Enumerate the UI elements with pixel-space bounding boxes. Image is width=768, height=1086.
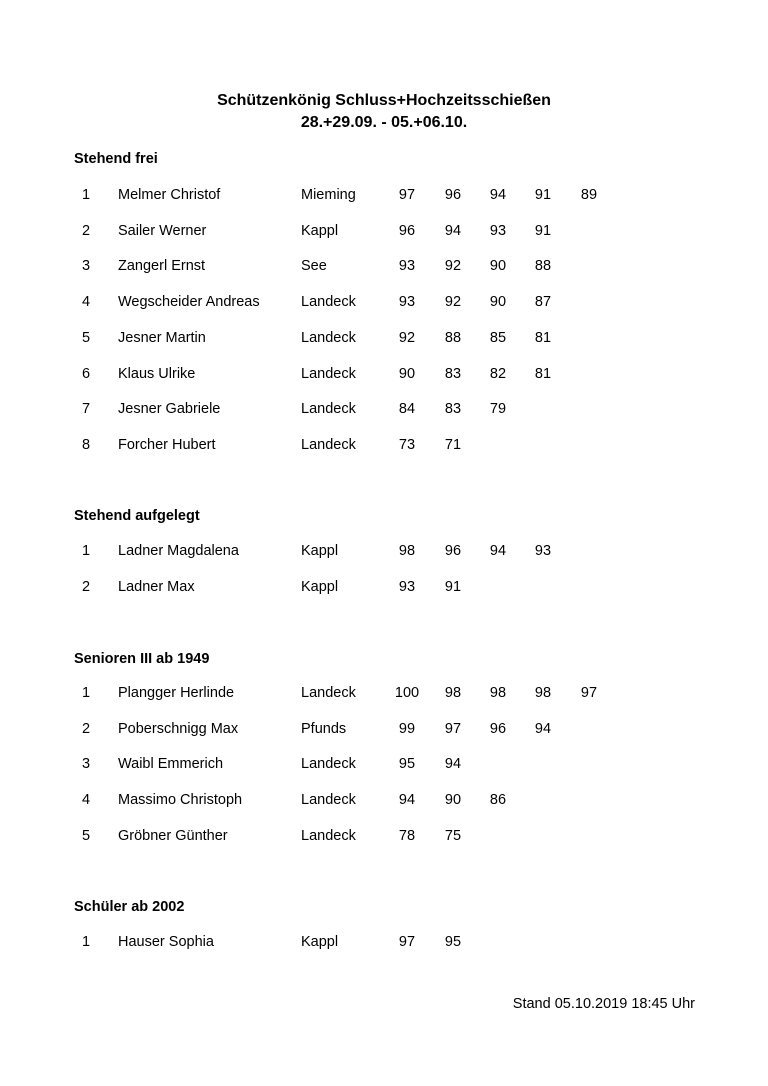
score-cell: 91 xyxy=(534,187,552,203)
result-row xyxy=(0,543,768,563)
score-cell: 93 xyxy=(489,223,507,239)
score-cell: 88 xyxy=(534,258,552,274)
name-cell: Zangerl Ernst xyxy=(118,258,206,274)
club-cell: Landeck xyxy=(301,685,356,701)
name-cell: Waibl Emmerich xyxy=(118,756,224,772)
score-cell: 90 xyxy=(444,792,462,808)
score-cell: 96 xyxy=(398,223,416,239)
rank-cell: 4 xyxy=(82,792,91,808)
name-cell: Massimo Christoph xyxy=(118,792,243,808)
score-cell: 71 xyxy=(444,437,462,453)
score-cell: 97 xyxy=(580,685,598,701)
club-cell: Pfunds xyxy=(301,721,347,737)
name-cell: Jesner Martin xyxy=(118,330,206,346)
name-cell: Poberschnigg Max xyxy=(118,721,239,737)
club-cell: Kappl xyxy=(301,543,339,559)
score-cell: 94 xyxy=(534,721,552,737)
score-cell: 75 xyxy=(444,828,462,844)
name-cell: Wegscheider Andreas xyxy=(118,294,260,310)
score-cell: 93 xyxy=(398,579,416,595)
document-title-line1: Schützenkönig Schluss+Hochzeitsschießen xyxy=(217,92,551,109)
status-timestamp: Stand 05.10.2019 18:45 Uhr xyxy=(512,996,695,1012)
section-title: Stehend frei xyxy=(74,151,158,167)
score-cell: 97 xyxy=(398,187,416,203)
result-row xyxy=(0,756,768,776)
score-cell: 83 xyxy=(444,401,462,417)
score-cell: 81 xyxy=(534,330,552,346)
score-cell: 94 xyxy=(489,187,507,203)
name-cell: Jesner Gabriele xyxy=(118,401,221,417)
score-cell: 90 xyxy=(398,366,416,382)
score-cell: 98 xyxy=(489,685,507,701)
club-cell: Landeck xyxy=(301,330,356,346)
score-cell: 90 xyxy=(489,294,507,310)
score-cell: 87 xyxy=(534,294,552,310)
club-cell: Kappl xyxy=(301,223,339,239)
rank-cell: 8 xyxy=(82,437,91,453)
club-cell: See xyxy=(301,258,327,274)
score-cell: 94 xyxy=(444,756,462,772)
rank-cell: 2 xyxy=(82,579,91,595)
score-cell: 98 xyxy=(398,543,416,559)
result-row xyxy=(0,223,768,243)
section-title: Stehend aufgelegt xyxy=(74,508,200,524)
result-row xyxy=(0,437,768,457)
score-cell: 91 xyxy=(534,223,552,239)
score-cell: 96 xyxy=(444,187,462,203)
rank-cell: 3 xyxy=(82,756,91,772)
section-title: Schüler ab 2002 xyxy=(74,899,185,915)
section-title: Senioren III ab 1949 xyxy=(74,651,210,667)
score-cell: 98 xyxy=(534,685,552,701)
score-cell: 91 xyxy=(444,579,462,595)
score-cell: 92 xyxy=(444,294,462,310)
name-cell: Sailer Werner xyxy=(118,223,207,239)
score-cell: 90 xyxy=(489,258,507,274)
club-cell: Landeck xyxy=(301,792,356,808)
score-cell: 89 xyxy=(580,187,598,203)
score-cell: 94 xyxy=(444,223,462,239)
name-cell: Plangger Herlinde xyxy=(118,685,235,701)
name-cell: Hauser Sophia xyxy=(118,934,214,950)
result-row xyxy=(0,721,768,741)
rank-cell: 5 xyxy=(82,828,91,844)
club-cell: Landeck xyxy=(301,828,356,844)
score-cell: 73 xyxy=(398,437,416,453)
score-cell: 81 xyxy=(534,366,552,382)
club-cell: Landeck xyxy=(301,437,356,453)
score-cell: 78 xyxy=(398,828,416,844)
result-row xyxy=(0,792,768,812)
score-cell: 92 xyxy=(398,330,416,346)
rank-cell: 1 xyxy=(82,187,91,203)
club-cell: Kappl xyxy=(301,579,339,595)
score-cell: 79 xyxy=(489,401,507,417)
club-cell: Landeck xyxy=(301,756,356,772)
score-cell: 84 xyxy=(398,401,416,417)
rank-cell: 6 xyxy=(82,366,91,382)
score-cell: 93 xyxy=(398,258,416,274)
score-cell: 94 xyxy=(489,543,507,559)
rank-cell: 1 xyxy=(82,543,91,559)
result-row xyxy=(0,330,768,350)
document-title-line2: 28.+29.09. - 05.+06.10. xyxy=(300,114,468,131)
score-cell: 88 xyxy=(444,330,462,346)
score-cell: 86 xyxy=(489,792,507,808)
score-cell: 96 xyxy=(489,721,507,737)
score-cell: 82 xyxy=(489,366,507,382)
name-cell: Melmer Christof xyxy=(118,187,221,203)
score-cell: 83 xyxy=(444,366,462,382)
result-row xyxy=(0,934,768,954)
score-cell: 95 xyxy=(398,756,416,772)
club-cell: Mieming xyxy=(301,187,356,203)
name-cell: Forcher Hubert xyxy=(118,437,216,453)
rank-cell: 1 xyxy=(82,685,91,701)
rank-cell: 1 xyxy=(82,934,91,950)
rank-cell: 2 xyxy=(82,223,91,239)
result-row xyxy=(0,401,768,421)
rank-cell: 7 xyxy=(82,401,91,417)
score-cell: 92 xyxy=(444,258,462,274)
result-row xyxy=(0,187,768,207)
score-cell: 97 xyxy=(398,934,416,950)
rank-cell: 5 xyxy=(82,330,91,346)
result-row xyxy=(0,828,768,848)
score-cell: 93 xyxy=(534,543,552,559)
score-cell: 96 xyxy=(444,543,462,559)
rank-cell: 2 xyxy=(82,721,91,737)
score-cell: 93 xyxy=(398,294,416,310)
club-cell: Landeck xyxy=(301,401,356,417)
score-cell: 94 xyxy=(398,792,416,808)
score-cell: 99 xyxy=(398,721,416,737)
score-cell: 97 xyxy=(444,721,462,737)
result-row xyxy=(0,258,768,278)
name-cell: Ladner Magdalena xyxy=(118,543,239,559)
club-cell: Kappl xyxy=(301,934,339,950)
rank-cell: 4 xyxy=(82,294,91,310)
result-row xyxy=(0,685,768,705)
result-row xyxy=(0,294,768,314)
result-row xyxy=(0,366,768,386)
club-cell: Landeck xyxy=(301,366,356,382)
score-cell: 98 xyxy=(444,685,462,701)
score-cell: 85 xyxy=(489,330,507,346)
score-cell: 95 xyxy=(444,934,462,950)
club-cell: Landeck xyxy=(301,294,356,310)
name-cell: Ladner Max xyxy=(118,579,195,595)
rank-cell: 3 xyxy=(82,258,91,274)
result-row xyxy=(0,579,768,599)
score-cell: 100 xyxy=(394,685,420,701)
name-cell: Klaus Ulrike xyxy=(118,366,196,382)
name-cell: Gröbner Günther xyxy=(118,828,228,844)
